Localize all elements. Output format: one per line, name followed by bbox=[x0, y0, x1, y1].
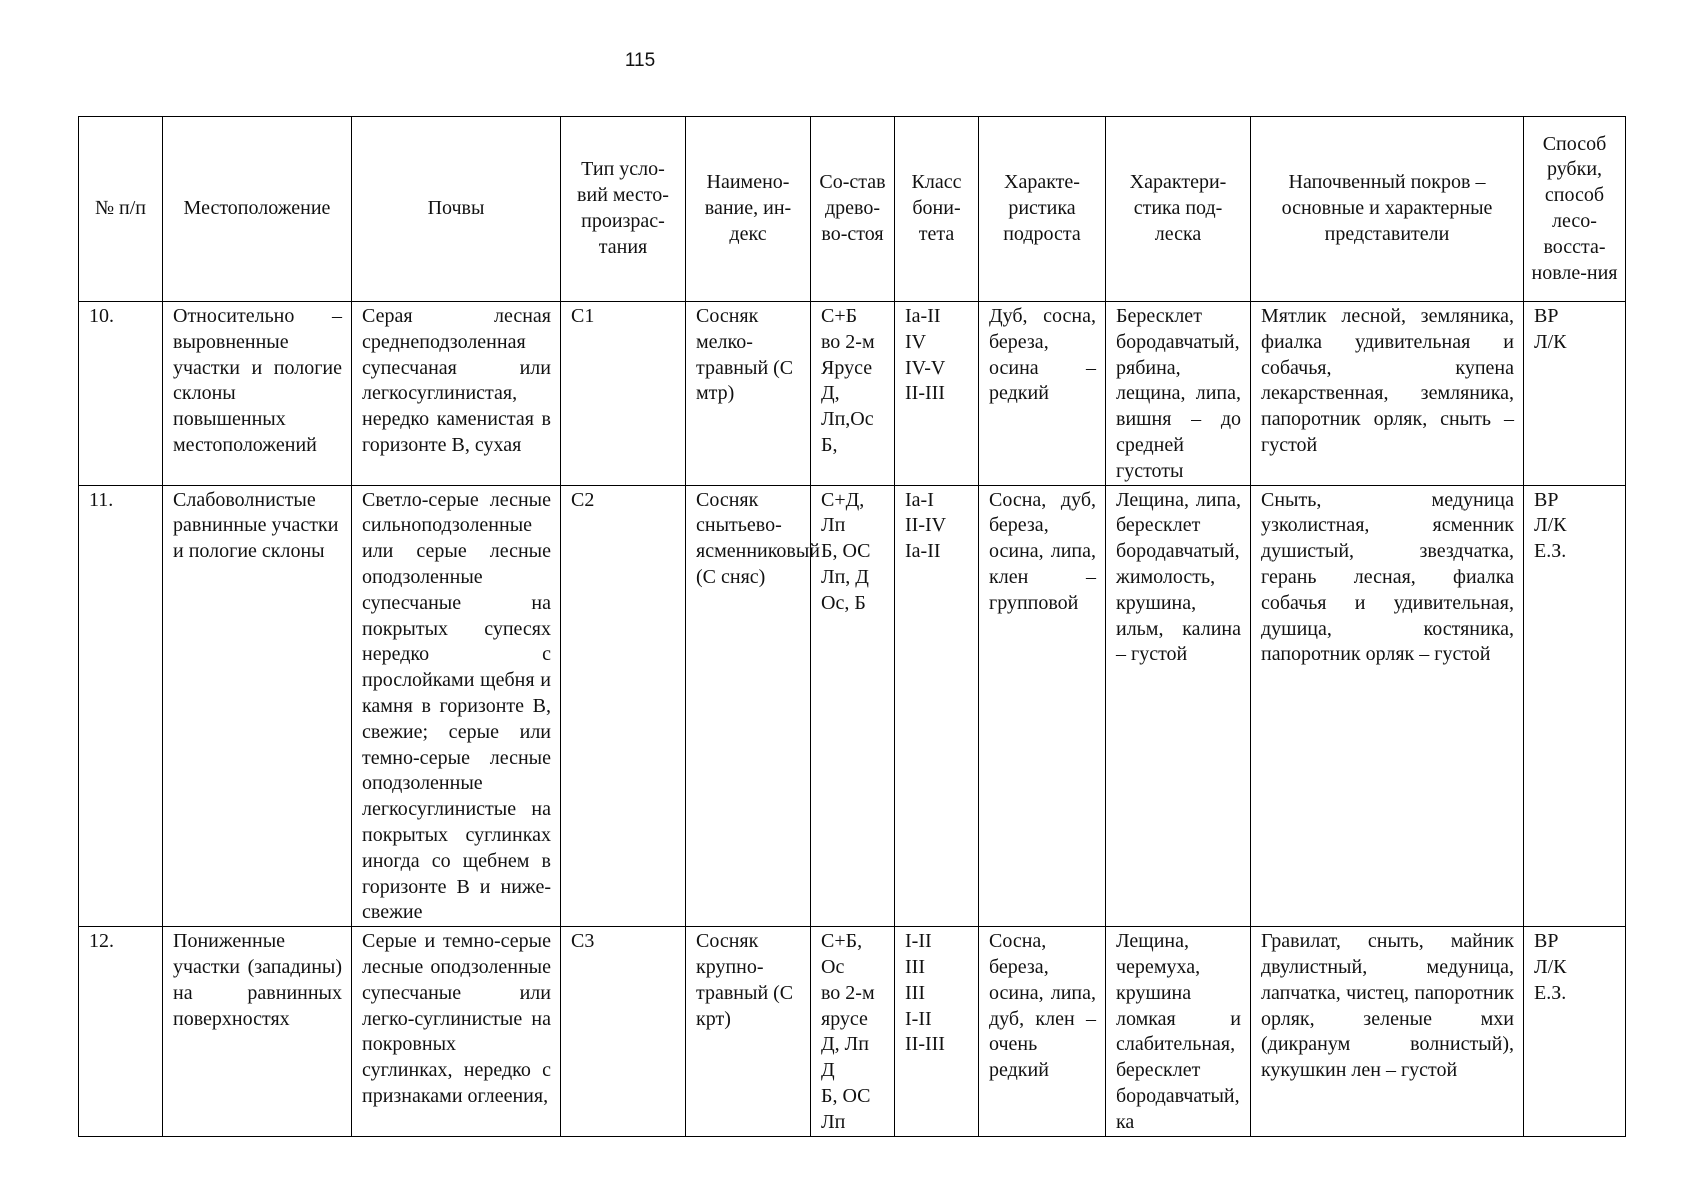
col-header-bonitet: Класс бони-тета bbox=[895, 117, 979, 302]
method-line: Л/К bbox=[1534, 514, 1567, 537]
row-method bbox=[1524, 927, 1626, 1136]
row-composition bbox=[811, 302, 895, 486]
method-line: ВР bbox=[1534, 488, 1559, 511]
composition-line: Лп bbox=[821, 514, 846, 537]
row-method bbox=[1524, 485, 1626, 927]
composition-line: Д, bbox=[821, 382, 840, 405]
col-header-name: Наимено-вание, ин-декс bbox=[686, 117, 811, 302]
table-row bbox=[79, 485, 1626, 927]
bonitet-line: I-II bbox=[905, 1007, 932, 1030]
composition-line: во 2-м bbox=[821, 330, 875, 353]
composition-line: Д, Лп bbox=[821, 1033, 869, 1056]
row-type: С3 bbox=[561, 927, 686, 1136]
col-header-composition: Со-став древо-во-стоя bbox=[811, 117, 895, 302]
row-type: С2 bbox=[561, 485, 686, 927]
col-header-number: № п/п bbox=[79, 117, 163, 302]
col-header-understory: Характери-стика под-леска bbox=[1106, 117, 1251, 302]
col-header-undergrowth: Характе-ристика подроста bbox=[979, 117, 1106, 302]
row-ground-cover: Гравилат, сныть, майник двулистный, медуница, лапчатка, чистец, папоротник орляк, зеленые мхи (дикранум волнистый), кукушкин лен – густой bbox=[1251, 927, 1524, 1136]
row-bonitet bbox=[895, 302, 979, 486]
page-number: 115 bbox=[624, 50, 656, 71]
bonitet-line: III bbox=[905, 955, 925, 978]
composition-line: во 2-м bbox=[821, 981, 875, 1004]
composition-line: С+Б, bbox=[821, 930, 863, 953]
bonitet-line: IV bbox=[905, 330, 927, 353]
col-header-ground-cover: Напочвенный покров – основные и характерные представители bbox=[1251, 117, 1524, 302]
composition-line: Лп bbox=[821, 1110, 846, 1133]
forest-types-table bbox=[78, 116, 1626, 1137]
row-number: 10. bbox=[79, 302, 163, 486]
composition-line: Б, ОС bbox=[821, 1084, 871, 1107]
col-header-method: Способ рубки, способ лесо-восста-новле-ния bbox=[1524, 117, 1626, 302]
composition-line: Ос, Б bbox=[821, 591, 866, 614]
composition-line: ярусе bbox=[821, 1007, 868, 1030]
row-soils: Серые и темно-серые лесные оподзоленные супесчаные или легко-суглинистые на покровных суглинках, нередко с признаками оглеения, bbox=[352, 927, 561, 1136]
method-line: Л/К bbox=[1534, 955, 1567, 978]
row-soils: Светло-серые лесные сильноподзоленные или серые лесные оподзоленные супесчаные на покрытых супесях нередко с прослойками щебня и камня в горизонте В, свежие; серые или темно-серые лесные оподзоленные легкосуглинистые на покрытых суглинках иногда со щебнем в горизонте В и ниже-свежие bbox=[352, 485, 561, 927]
bonitet-line: IV-V bbox=[905, 356, 946, 379]
bonitet-line: Ia-I bbox=[905, 488, 934, 511]
row-location: Пониженные участки (западины) на равнинных поверхностях bbox=[163, 927, 352, 1136]
bonitet-line: II-III bbox=[905, 1033, 945, 1056]
method-line: ВР bbox=[1534, 930, 1559, 953]
row-name: Сосняк мелко-травный (С мтр) bbox=[686, 302, 811, 486]
composition-line: С+Б bbox=[821, 305, 858, 327]
composition-line: Ярусе bbox=[821, 356, 873, 379]
col-header-location: Местоположение bbox=[163, 117, 352, 302]
bonitet-line: II-III bbox=[905, 382, 945, 405]
composition-line: С+Д, bbox=[821, 488, 865, 511]
row-name: Сосняк крупно-травный (С крт) bbox=[686, 927, 811, 1136]
composition-line: Б, bbox=[821, 433, 838, 456]
row-soils: Серая лесная среднеподзоленная супесчаная или легкосуглинистая, нередко каменистая в горизонте В, сухая bbox=[352, 302, 561, 486]
row-undergrowth: Дуб, сосна, береза, осина – редкий bbox=[979, 302, 1106, 486]
row-bonitet bbox=[895, 927, 979, 1136]
header-row bbox=[79, 117, 1626, 302]
row-composition bbox=[811, 485, 895, 927]
row-understory: Лещина, черемуха, крушина ломкая и слабительная, бересклет бородавчатый, ка bbox=[1106, 927, 1251, 1136]
method-line: Е.З. bbox=[1534, 540, 1567, 563]
composition-line: Б, ОС bbox=[821, 540, 871, 563]
composition-line: Д bbox=[821, 1059, 835, 1082]
row-understory: Бересклет бородавчатый, рябина, лещина, липа, вишня – до средней густоты bbox=[1106, 302, 1251, 486]
col-header-soils: Почвы bbox=[352, 117, 561, 302]
bonitet-line: Ia-II bbox=[905, 540, 941, 563]
row-number: 11. bbox=[79, 485, 163, 927]
bonitet-line: III bbox=[905, 981, 925, 1004]
table-row bbox=[79, 927, 1626, 1136]
col-header-type: Тип усло-вий место-произрас-тания bbox=[561, 117, 686, 302]
row-bonitet bbox=[895, 485, 979, 927]
bonitet-line: I-II bbox=[905, 930, 932, 953]
row-undergrowth: Сосна, береза, осина, липа, дуб, клен – очень редкий bbox=[979, 927, 1106, 1136]
row-ground-cover: Мятлик лесной, земляника, фиалка удивительная и собачья, купена лекарственная, земляника, папоротник орляк, сныть – густой bbox=[1251, 302, 1524, 486]
table-row bbox=[79, 302, 1626, 486]
row-name: Сосняк снытьево-ясменниковый (С сняс) bbox=[686, 485, 811, 927]
composition-line: Лп,Ос bbox=[821, 408, 874, 431]
bonitet-line: II-IV bbox=[905, 514, 947, 537]
bonitet-line: Ia-II bbox=[905, 305, 941, 327]
row-number: 12. bbox=[79, 927, 163, 1136]
composition-line: Лп, Д bbox=[821, 565, 869, 588]
row-type: С1 bbox=[561, 302, 686, 486]
method-line: Л/К bbox=[1534, 330, 1567, 353]
method-line: ВР bbox=[1534, 305, 1559, 327]
row-composition bbox=[811, 927, 895, 1136]
row-location: Относительно – выровненные участки и пологие склоны повышенных местоположений bbox=[163, 302, 352, 486]
row-ground-cover: Сныть, медуница узколистная, ясменник душистый, звездчатка, герань лесная, фиалка собачья и удивительная, душица, костяника, папоротник орляк – густой bbox=[1251, 485, 1524, 927]
row-understory: Лещина, липа, бересклет бородавчатый, жимолость, крушина, ильм, калина – густой bbox=[1106, 485, 1251, 927]
row-location: Слабоволнистые равнинные участки и пологие склоны bbox=[163, 485, 352, 927]
composition-line: Ос bbox=[821, 955, 845, 978]
method-line: Е.З. bbox=[1534, 981, 1567, 1004]
row-undergrowth: Сосна, дуб, береза, осина, липа, клен – групповой bbox=[979, 485, 1106, 927]
row-method bbox=[1524, 302, 1626, 486]
